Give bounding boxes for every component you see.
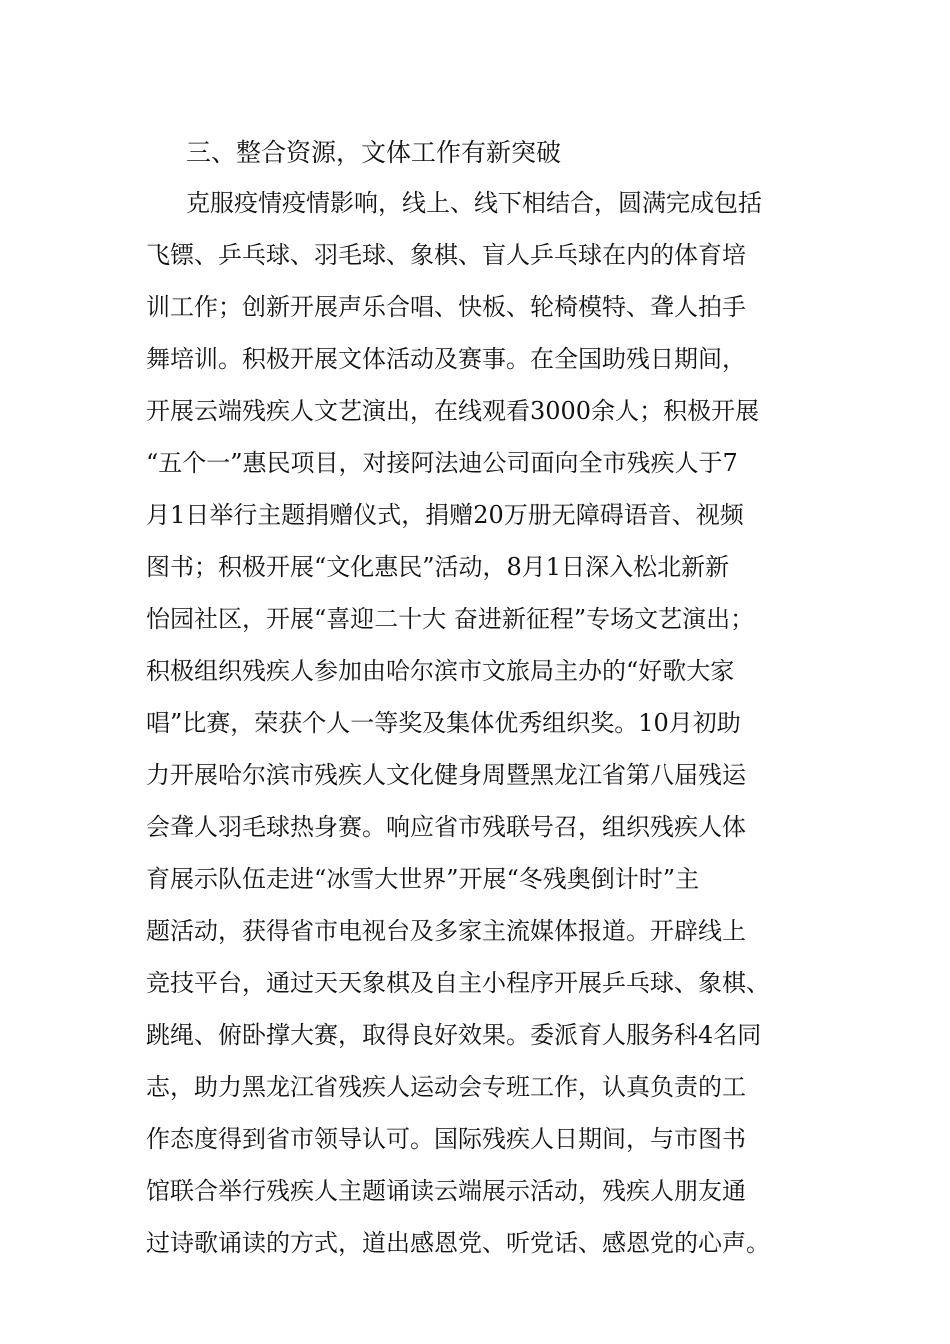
paragraph-line: 过诗歌诵读的方式，道出感恩党、听党话、感恩党的心声。	[146, 1229, 770, 1257]
paragraph-line: 克服疫情疫情影响，线上、线下相结合，圆满完成包括	[186, 189, 762, 217]
paragraph-line: 唱”比赛，荣获个人一等奖及集体优秀组织奖。10月初助	[146, 709, 741, 737]
paragraph-line: 育展示队伍走进“冰雪大世界”开展“冬残奥倒计时”主	[146, 865, 700, 893]
paragraph-line: 图书；积极开展“文化惠民”活动，8月1日深入松北新新	[146, 553, 730, 581]
paragraph-line: “五个一”惠民项目，对接阿法迪公司面向全市残疾人于7	[146, 449, 738, 477]
paragraph-line: 跳绳、俯卧撑大赛，取得良好效果。委派育人服务科4名同	[146, 1021, 762, 1049]
paragraph-line: 飞镖、乒乓球、羽毛球、象棋、盲人乒乓球在内的体育培	[146, 241, 746, 269]
paragraph-line: 竞技平台，通过天天象棋及自主小程序开展乒乓球、象棋、	[146, 969, 770, 997]
paragraph-line: 力开展哈尔滨市残疾人文化健身周暨黑龙江省第八届残运	[146, 761, 746, 789]
paragraph-line: 训工作；创新开展声乐合唱、快板、轮椅模特、聋人拍手	[146, 293, 746, 321]
paragraph-line: 怡园社区，开展“喜迎二十大 奋进新征程”专场文艺演出；	[146, 605, 755, 633]
paragraph-line: 题活动，获得省市电视台及多家主流媒体报道。开辟线上	[146, 917, 746, 945]
paragraph-line: 作态度得到省市领导认可。国际残疾人日期间，与市图书	[146, 1125, 746, 1153]
section-heading: 三、整合资源，文体工作有新突破	[186, 138, 562, 167]
paragraph-line: 开展云端残疾人文艺演出，在线观看3000余人；积极开展	[146, 397, 760, 425]
paragraph-line: 会聋人羽毛球热身赛。响应省市残联号召，组织残疾人体	[146, 813, 746, 841]
body-paragraph	[146, 177, 806, 1269]
paragraph-line: 月1日举行主题捐赠仪式，捐赠20万册无障碍语音、视频	[146, 501, 744, 529]
paragraph-line: 积极组织残疾人参加由哈尔滨市文旅局主办的“好歌大家	[146, 657, 735, 685]
paragraph-line: 馆联合举行残疾人主题诵读云端展示活动，残疾人朋友通	[146, 1177, 746, 1205]
paragraph-line: 舞培训。积极开展文体活动及赛事。在全国助残日期间，	[146, 345, 746, 373]
paragraph-line: 志，助力黑龙江省残疾人运动会专班工作，认真负责的工	[146, 1073, 746, 1101]
